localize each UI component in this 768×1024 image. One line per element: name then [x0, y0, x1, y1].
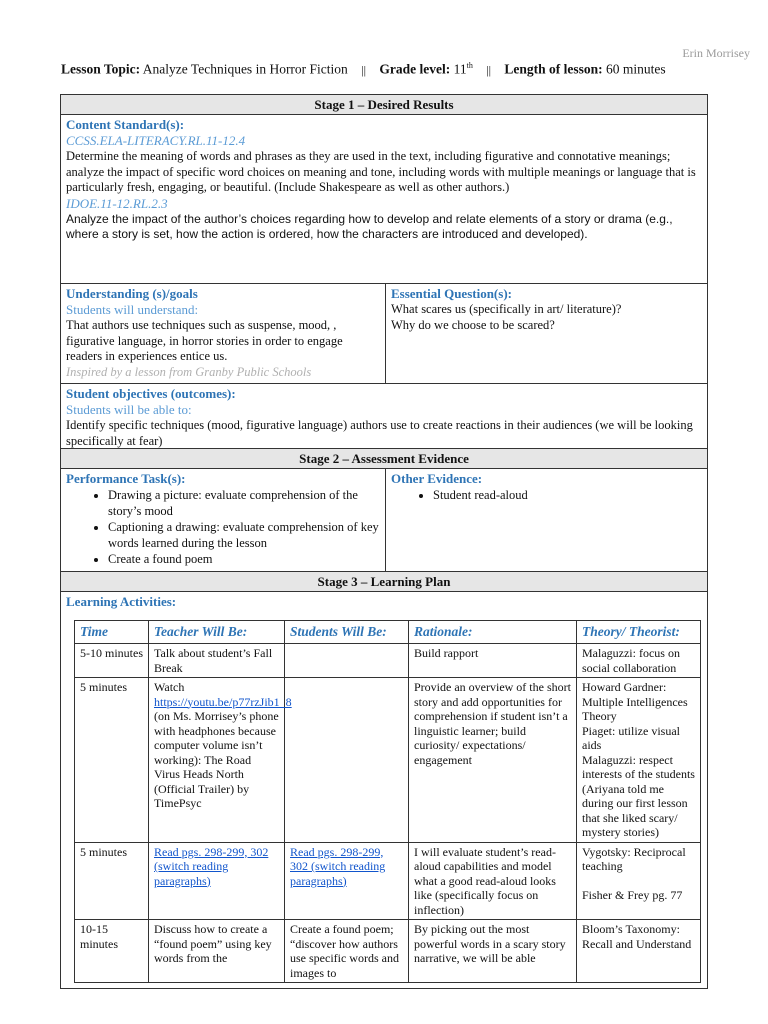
cell-rationale: By picking out the most powerful words in a scary story narrative, we will be able	[409, 920, 577, 983]
performance-label: Performance Task(s):	[66, 471, 186, 486]
cell-teacher	[149, 842, 285, 920]
standard1-code: CCSS.ELA-LITERACY.RL.11-12.4	[66, 133, 246, 148]
other-evidence-item: • Student read-aloud	[433, 487, 702, 503]
understanding-cell	[60, 284, 386, 384]
activities-label: Learning Activities:	[66, 594, 177, 609]
essential-q1: What scares us (specifically in art/ literature)?	[391, 302, 622, 316]
cell-teacher: Discuss how to create a “found poem” using key words from the	[149, 920, 285, 983]
stage3-title: Stage 3 – Learning Plan	[60, 572, 708, 592]
assessment-row	[60, 469, 708, 572]
objectives-text: Identify specific techniques (mood, figurative language) authors use to create reactions in their audiences (we will be looking specifically at fear)	[66, 418, 693, 448]
topic-value: Analyze Techniques in Horror Fiction	[142, 61, 348, 77]
cell-students: Create a found poem; “discover how authors use specific words and images to	[285, 920, 409, 983]
cell-students	[285, 644, 409, 678]
length-value: 60 minutes	[606, 61, 666, 77]
reading-link[interactable]: Read pgs. 298-299, 302 (switch reading paragraphs)	[154, 844, 269, 888]
separator: ||	[361, 62, 366, 77]
inspired-note: Inspired by a lesson from Granby Public Schools	[66, 364, 312, 379]
cell-students	[285, 678, 409, 843]
separator: ||	[486, 62, 492, 77]
objectives-label: Student objectives (outcomes):	[66, 386, 236, 401]
cell-theory: Vygotsky: Reciprocal teaching Fisher & Frey pg. 77	[577, 842, 701, 920]
cell-time: 10-15 minutes	[75, 920, 149, 983]
col-theory: Theory/ Theorist:	[577, 621, 701, 644]
grade-label: Grade level:	[379, 61, 451, 77]
cell-teacher: Talk about student’s Fall Break	[149, 644, 285, 678]
col-time: Time	[75, 621, 149, 644]
teacher-pre-text: Watch	[154, 680, 185, 694]
lesson-header	[61, 61, 741, 78]
objectives-sub: Students will be able to:	[66, 402, 192, 417]
table-row	[75, 678, 701, 843]
cell-theory: Howard Gardner: Multiple Intelligences Theory Piaget: utilize visual aids Malaguzzi: respect interests of the students (Ariyana told me during our first lesson that she liked scary/ mystery stories)	[577, 678, 701, 843]
essential-label: Essential Question(s):	[391, 286, 512, 301]
standard2-code: IDOE.11-12.RL.2.3	[66, 195, 168, 211]
other-evidence-cell	[386, 469, 708, 572]
stage1-title: Stage 1 – Desired Results	[60, 94, 708, 115]
lesson-plan-table	[60, 94, 708, 989]
understanding-label: Understanding (s)/goals	[66, 286, 198, 301]
cell-teacher	[149, 678, 292, 843]
essential-q2: Why do we choose to be scared?	[391, 317, 555, 332]
reading-link[interactable]: Read pgs. 298-299, 302 (switch reading paragraphs)	[290, 844, 386, 888]
teacher-post-text: (on Ms. Morrisey’s phone with headphones because computer volume isn’t working): The Road Virus Heads North (Official Trailer) by TimePsyc	[154, 709, 279, 810]
table-header-row	[75, 621, 701, 644]
standard1-text: Determine the meaning of words and phrases as they are used in the text, including figurative and connotative meanings; analyze the impact of specific word choices on meaning and tone, including words with multiple meanings or language that is particularly fresh, engaging, or beautiful. (Include Shakespeare as well as other authors.)	[66, 149, 696, 194]
topic-label: Lesson Topic:	[61, 61, 141, 77]
cell-students	[285, 842, 409, 920]
cell-rationale: Build rapport	[409, 644, 577, 678]
performance-item: • Captioning a drawing: evaluate comprehension of key words learned during the lesson	[108, 519, 380, 551]
col-students: Students Will Be:	[285, 621, 409, 644]
grade-suffix: th	[466, 61, 473, 70]
understanding-row	[60, 284, 708, 384]
stage2-title: Stage 2 – Assessment Evidence	[60, 449, 708, 469]
length-label: Length of lesson:	[504, 61, 603, 77]
col-rationale: Rationale:	[409, 621, 577, 644]
col-teacher: Teacher Will Be:	[149, 621, 285, 644]
cell-theory: Bloom’s Taxonomy: Recall and Understand	[577, 920, 701, 983]
performance-item: • Create a found poem	[108, 551, 380, 567]
cell-rationale: Provide an overview of the short story and add opportunities for comprehension if student isn’t a linguistic learner; build curiosity/ expectations/ engagement	[409, 678, 577, 843]
cell-time: 5-10 minutes	[75, 644, 149, 678]
essential-cell	[386, 284, 708, 384]
youtube-link[interactable]: https://youtu.be/p77rzJib1_8	[154, 694, 292, 709]
understanding-text: That authors use techniques such as suspense, mood, , figurative language, in horror stories in order to engage readers in experiences entice us.	[66, 318, 343, 363]
content-standards-cell	[60, 115, 708, 284]
grade-value: 11	[453, 61, 467, 77]
table-row	[75, 644, 701, 678]
cell-theory: Malaguzzi: focus on social collaboration	[577, 644, 701, 678]
performance-cell	[60, 469, 386, 572]
author-name: Erin Morrisey	[682, 46, 750, 60]
other-evidence-label: Other Evidence:	[391, 471, 483, 486]
content-standards-label: Content Standard(s):	[66, 117, 185, 132]
objectives-cell	[60, 384, 708, 449]
learning-activities-cell	[60, 592, 708, 989]
performance-item: • Drawing a picture: evaluate comprehension of the story’s mood	[108, 487, 380, 519]
cell-time: 5 minutes	[75, 842, 149, 920]
cell-rationale: I will evaluate student’s read-aloud capabilities and model what a good read-aloud looks like (specifically focus on inflection)	[409, 842, 577, 920]
table-row	[75, 920, 701, 983]
activities-table	[74, 620, 701, 983]
standard2-text: Analyze the impact of the author’s choices regarding how to develop and relate elements of a story or drama (e.g., where a story is set, how the action is ordered, how the characters are introduced and developed).	[66, 211, 673, 241]
table-row	[75, 842, 701, 920]
cell-time: 5 minutes	[75, 678, 149, 843]
understanding-sub: Students will understand:	[66, 302, 199, 317]
